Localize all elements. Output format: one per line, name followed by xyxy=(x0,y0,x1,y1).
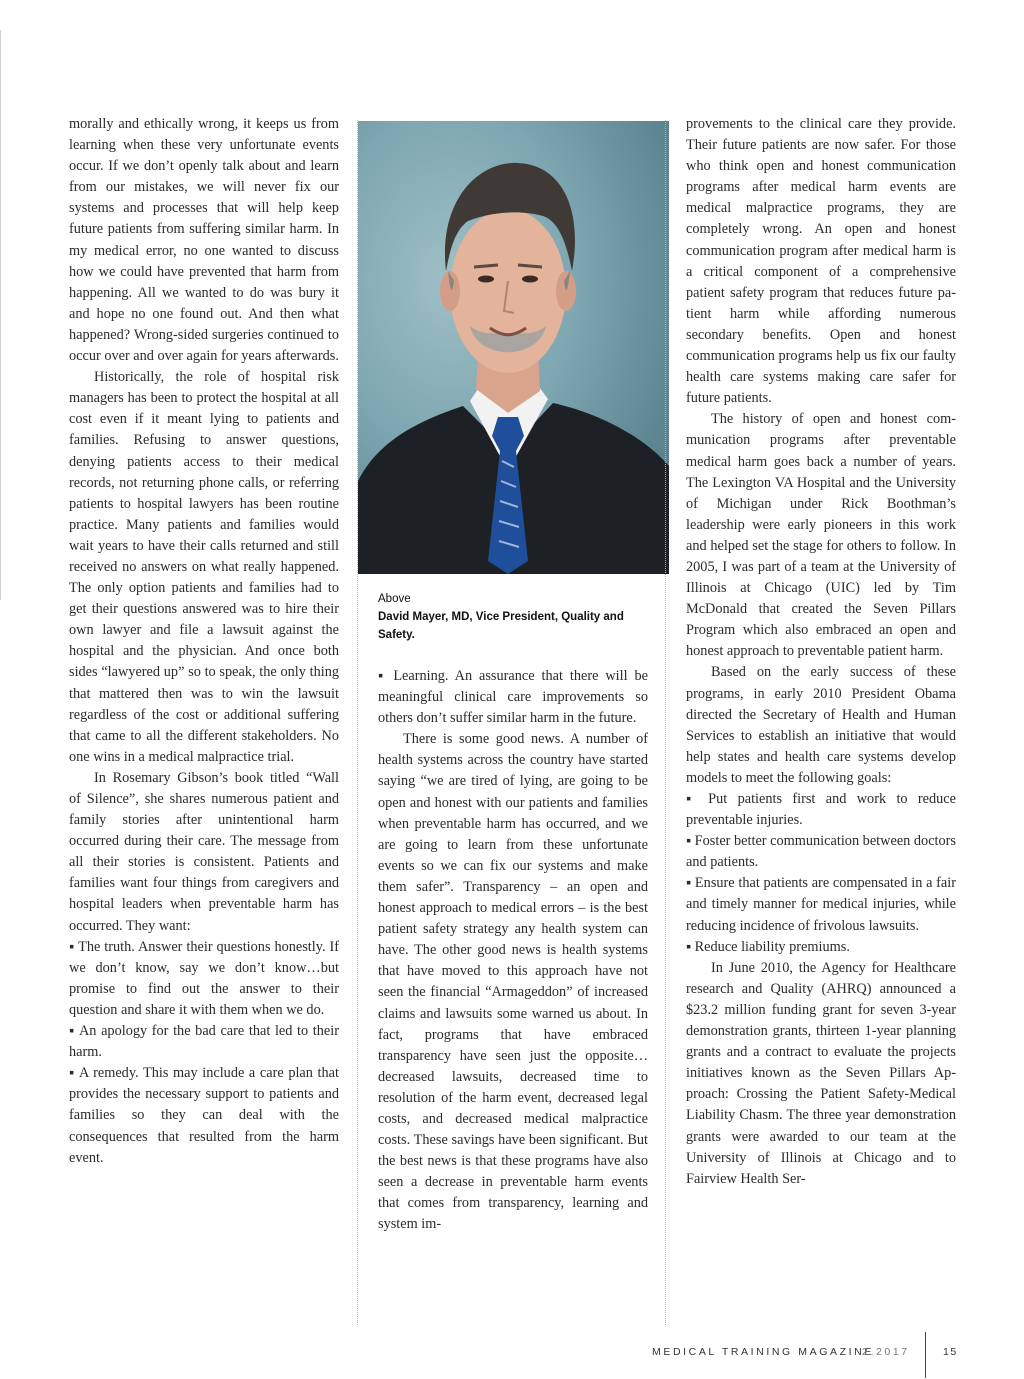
footer-magazine-name: MEDICAL TRAINING MAGAZINE xyxy=(652,1346,874,1358)
paragraph: In June 2010, the Agency for Healthcare research and Quality (AHRQ) announced a $23.2 million funding grant for seven 3-year demonstration grants, thirteen 1-year planning grants and a contract to evaluate the projects initiatives known as the Seven Pillars Approach: Crossing the Patient Safety-Medical Liability Chasm. The three year demonstration grants were awarded to our team at the University of Illinois at Chicago and to Fairview Health Ser- xyxy=(686,959,956,1187)
paragraph: morally and ethically wrong, it keeps us from learning when these very unfortunate events occur. If we don’t openly talk about and learn from our mistakes, we will never fix our systems and processes that will help keep future patients from suffering similar harm. In my medical error, no one wanted to discuss how we could have prevented that harm from happening. All we wanted to do was bury it and hope no one found out. And then what happened? Wrong-sided surgeries continued to occur over and over again for years afterwards. xyxy=(69,116,339,365)
paragraph: The history of open and honest communication programs after preventable medical harm goes back a number of years. The Lexington VA Hospital and the University of Michigan under Rick Boothman’s leadership were early pioneers in this work and helped set the stage for others to follow. In 2005, I was part of a team at the University of Illinois at Chicago (UIC) led by Tim McDonald that created the Seven Pillars Program which also embraced an open and honest approach to preventable patient harm. xyxy=(686,411,956,660)
page-edge-line xyxy=(0,30,1,600)
bullet-item: ▪ Ensure that patients are compensated in a fair and timely manner for medical injuries, while reducing incidence of frivolous lawsuits. xyxy=(686,875,956,934)
paragraph: Based on the early success of these programs, in early 2010 President Obama directed the Secretary of Health and Human Services to establish an initiative that would help states and health care systems develop models to meet the following goals: xyxy=(686,664,956,786)
caption-label: Above xyxy=(378,593,411,605)
article-column-3 xyxy=(686,114,956,1190)
bullet-item: ▪ Put patients first and work to reduce preventable injuries. xyxy=(686,791,956,829)
bullet-item: ▪ Learning. An assurance that there will be meaningful clinical care improvements so others don’t suffer similar harm in the future. xyxy=(378,668,648,727)
bullet-item: ▪ The truth. Answer their questions honestly. If we don’t know, say we don’t know…but promise to find out the answer to their question and share it with them when we do. xyxy=(69,938,339,1018)
paragraph: There is some good news. A number of health systems across the country have started saying “we are tired of lying, are going to be open and honest with our patients and families when preventable harm has occurred, and we are going to learn from these unfortunate events so we can fix our systems and make them safer”. Transparency – an open and honest approach to medical errors – is the best patient safety strategy any health system can have. The other good news is health systems that have moved to this approach have not seen the financial “Armageddon” of increased claims and lawsuits some warned us about. In fact, programs that have embraced transparency have seen just the opposite…decreased lawsuits, decreased time to resolution of the harm event, decreased legal costs, and decreased medical malpractice costs. These savings have been significant. But the best news is that these programs have also seen a decrease in preventable harm events that comes from transparency, learning and system im- xyxy=(378,731,648,1233)
article-column-1 xyxy=(69,114,339,1169)
bullet-item: ▪ An apology for the bad care that led to their harm. xyxy=(69,1023,339,1061)
bullet-item: ▪ A remedy. This may include a care plan that provides the necessary support to patients and families so they can deal with the consequences that resulted from the harm event. xyxy=(69,1065,339,1166)
footer-divider xyxy=(925,1332,926,1378)
paragraph: provements to the clinical care they provide. Their future patients are now safer. For those who think open and honest communication programs after medical harm events are medical malpractice programs, they are completely wrong. An open and honest communication program after medical harm is a critical component of a comprehensive patient safety program that reduces future patient harm while affording numerous secondary benefits. Open and honest communication programs help us fix our faulty health care systems making care safer for future patients. xyxy=(686,116,956,407)
paragraph: Historically, the role of hospital risk managers has been to protect the hospital at all cost even if it meant lying to patients and families. Refusing to answer questions, denying patients access to their medical records, not returning phone calls, or referring patients to hospital lawyers has been routine practice. Many patients and families would wait years to have their calls returned and still received no answers on what really happened. The only option patients and families had to get their questions answered was to hire their own lawyer and file a lawsuit against the hospital and the physician. And once both sides “lawyered up” so to speak, the only thing that mattered then was to win the lawsuit regardless of the cost or additional suffering that came to all the different stakeholders. No one wins in a medical malpractice trial. xyxy=(69,369,339,765)
bullet-item: ▪ Reduce liability premiums. xyxy=(686,938,850,955)
paragraph: In Rosemary Gibson’s book titled “Wall of Silence”, she shares numerous patient and family stories after unintentional harm occurred during their care. The message from all their stories is consistent. Patients and families want four things from caregivers and hospital leaders when preventable harm has occurred. They want: xyxy=(69,769,339,934)
article-column-2 xyxy=(378,666,648,1236)
footer-issue: 2.2017 xyxy=(862,1346,910,1358)
photo-caption xyxy=(378,590,648,644)
portrait-photo xyxy=(358,121,669,574)
caption-text: David Mayer, MD, Vice President, Quality and Safety. xyxy=(378,611,624,641)
portrait-illustration xyxy=(358,121,669,574)
column-divider xyxy=(665,120,666,1325)
bullet-item: ▪ Foster better communication between doctors and patients. xyxy=(686,833,956,871)
page-number: 15 xyxy=(943,1346,958,1358)
